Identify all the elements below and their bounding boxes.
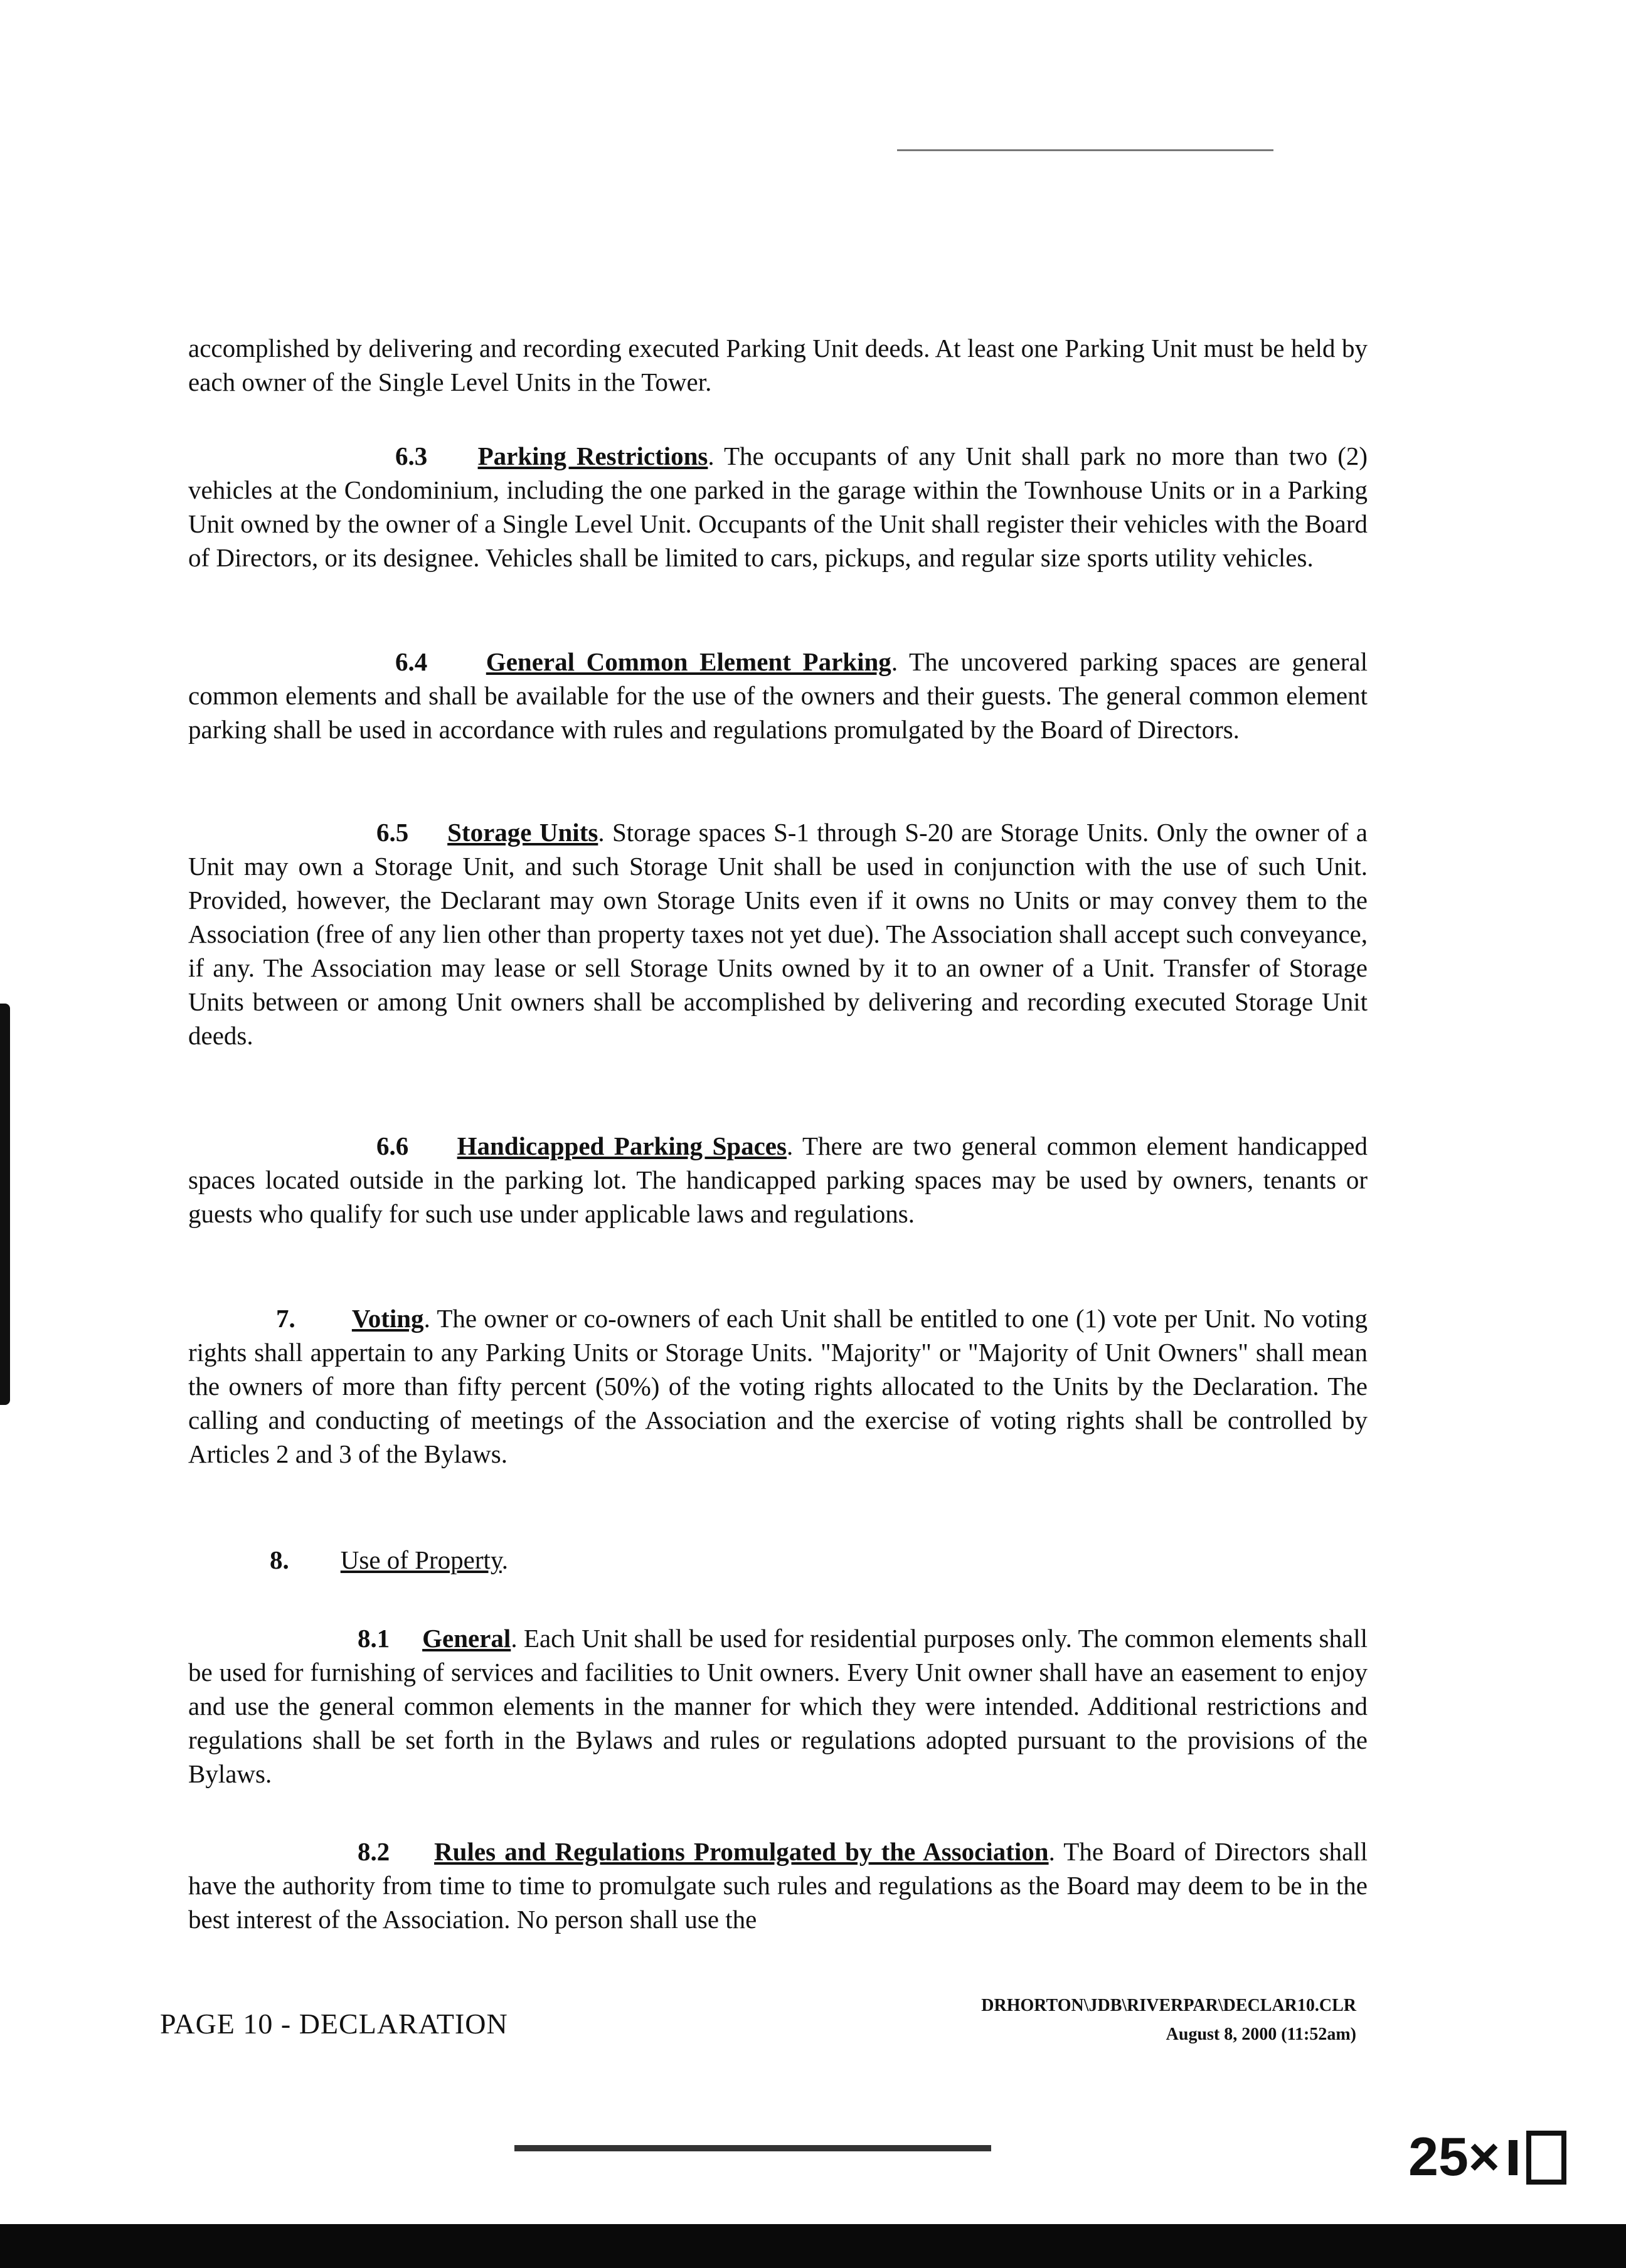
section-number: 6.6	[376, 1131, 409, 1160]
scan-artifact-top	[897, 149, 1273, 151]
section-heading: Handicapped Parking Spaces	[457, 1131, 787, 1160]
paragraph-text: . Each Unit shall be used for residential purposes only. The common elements shall be used for furnishing of services and facilities to Unit owners. Every Unit owner shall have an easement to enjoy and use the general common elements in the manner for which they were intended. Additional restrictions and regulations shall be set forth in the Bylaws and rules or regulations adopted pursuant to the provisions of the Bylaws.	[188, 1624, 1368, 1788]
paragraph-8-2	[188, 1835, 1368, 1936]
paragraph-text: . There are two general common element handicapped spaces located outside in the parking lot. The handicapped parking spaces may be used by owners, tenants or guests who qualify for such use under applicable laws and regulations.	[188, 1131, 1368, 1228]
paragraph-text: . The occupants of any Unit shall park no more than two (2) vehicles at the Condominium, including the one parked in the garage within the Townhouse Units or in a Parking Unit owned by the owner of a Single Level Unit. Occupants of the Unit shall register their vehicles with the Board of Directors, or its designee. Vehicles shall be limited to cars, pickups, and regular size sports utility vehicles.	[188, 442, 1368, 572]
paragraph-8	[188, 1543, 1368, 1577]
paragraph-6-4	[188, 645, 1368, 746]
paragraph-text: . Storage spaces S-1 through S-20 are Storage Units. Only the owner of a Unit may own a Storage Unit, and such Storage Unit shall be used in conjunction with the use of such Unit. Provided, however, the Declarant may own Storage Units even if it owns no Units or may convey them to the Association (free of any lien other than property taxes not yet due). The Association shall accept such conveyance, if any. The Association may lease or sell Storage Units owned by it to an owner of a Unit. Transfer of Storage Units between or among Unit owners shall be accomplished by delivering and recording executed Storage Unit deeds.	[188, 818, 1368, 1050]
handwritten-stamp	[1408, 2126, 1566, 2188]
section-heading: Rules and Regulations Promulgated by the Association	[434, 1837, 1049, 1866]
stamp-mark	[1509, 2140, 1517, 2175]
section-number: 6.4	[395, 647, 428, 676]
stamp-text: 25×	[1408, 2127, 1500, 2187]
paragraph-0	[188, 331, 1368, 399]
section-number: 8.1	[358, 1624, 390, 1653]
section-number: 7.	[276, 1304, 295, 1333]
section-heading: General	[422, 1624, 511, 1653]
paragraph-6-5	[188, 815, 1368, 1052]
scan-bottom-band	[0, 2224, 1626, 2268]
paragraph-text: . The Board of Directors shall have the authority from time to time to promulgate such rules and regulations as the Board may deem to be in the best interest of the Association. No person shall use the	[188, 1837, 1368, 1934]
paragraph-6-3	[188, 439, 1368, 575]
paragraph-text: . The owner or co-owners of each Unit shall be entitled to one (1) vote per Unit. No voting rights shall appertain to any Parking Units or Storage Units. "Majority" or "Majority of Unit Owners" shall mean the owners of more than fifty percent (50%) of the voting rights allocated to the Units by the Declaration. The calling and conducting of meetings of the Association and the exercise of voting rights shall be controlled by Articles 2 and 3 of the Bylaws.	[188, 1304, 1368, 1468]
paragraph-8-1	[188, 1621, 1368, 1791]
section-number: 8.2	[358, 1837, 390, 1866]
paragraph-6-6	[188, 1129, 1368, 1231]
paragraph-text: accomplished by delivering and recording executed Parking Unit deeds. At least one Parking Unit must be held by each owner of the Single Level Units in the Tower.	[188, 334, 1368, 396]
footer-file-info	[981, 1991, 1356, 2049]
scan-artifact-bottom	[514, 2145, 991, 2151]
section-heading: Parking Restrictions	[477, 442, 708, 470]
stamp-box	[1526, 2131, 1566, 2185]
section-number: 8.	[270, 1545, 289, 1574]
section-heading: General Common Element Parking	[486, 647, 891, 676]
paragraph-7	[188, 1301, 1368, 1471]
section-number: 6.5	[376, 818, 409, 847]
paragraph-text: . The uncovered parking spaces are general common elements and shall be available for the use of the owners and their guests. The general common element parking shall be used in accordance with rules and regulations promulgated by the Board of Directors.	[188, 647, 1368, 744]
footer-page-label: PAGE 10 - DECLARATION	[160, 2008, 508, 2040]
section-heading: Use of Property	[340, 1545, 502, 1574]
section-heading: Storage Units	[447, 818, 598, 847]
footer-file-path: DRHORTON\JDB\RIVERPAR\DECLAR10.CLR	[981, 1996, 1356, 2015]
paragraph-text: .	[501, 1545, 508, 1574]
footer-date: August 8, 2000 (11:52am)	[1166, 2025, 1356, 2044]
section-number: 6.3	[395, 442, 428, 470]
scan-edge-mark	[0, 1004, 10, 1405]
section-heading: Voting	[351, 1304, 424, 1333]
